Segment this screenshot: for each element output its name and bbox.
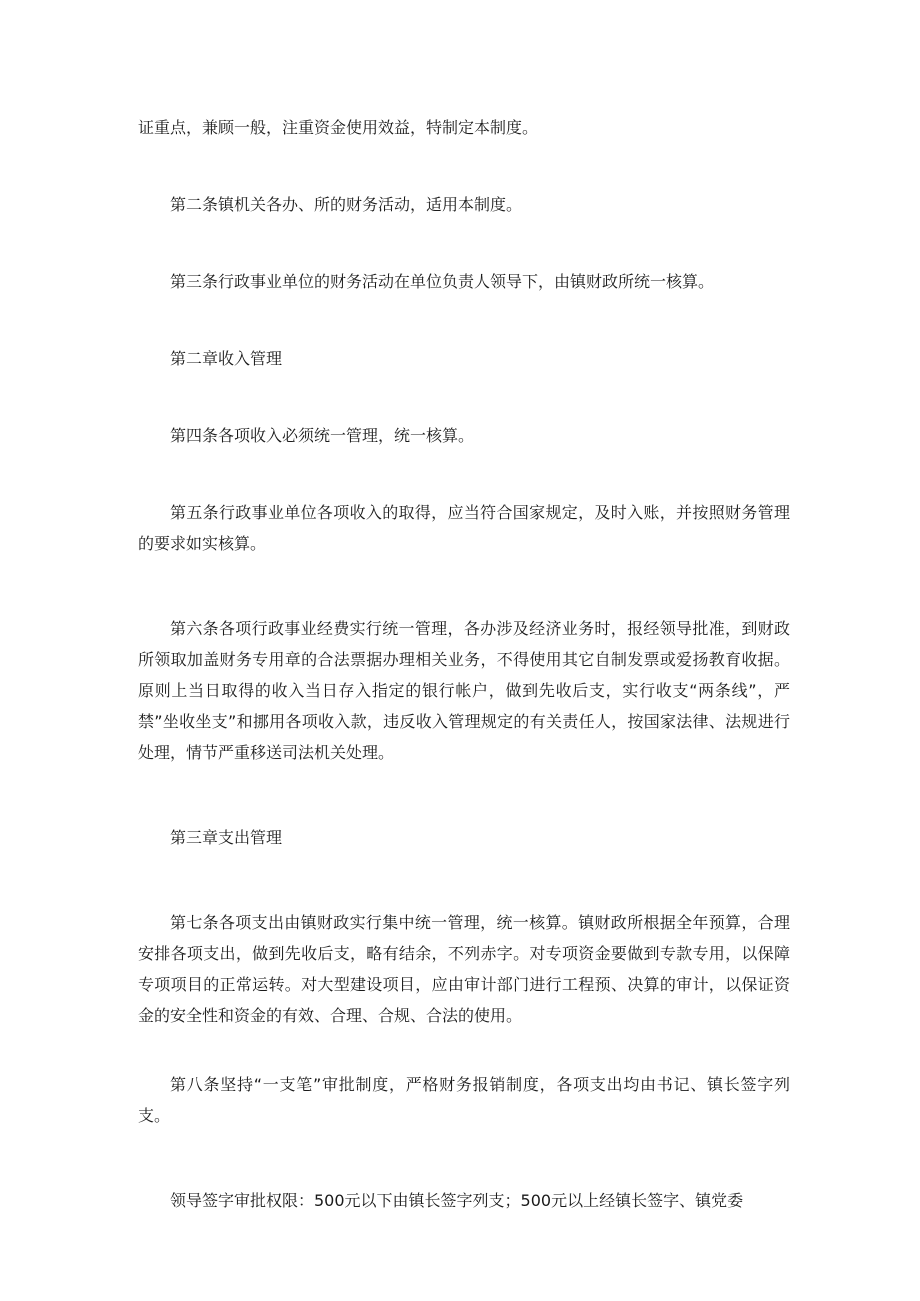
article-2: 第二条镇机关各办、所的财务活动，适用本制度。 xyxy=(170,195,523,214)
article-7: 第七条各项支出由镇财政实行集中统一管理，统一核算。镇财政所根据全年预算，合理安排各项支出，做到先收后支，略有结余，不列赤字。对专项资金要做到专款专用，以保障专项项目的正常运转。对大型建设项目，应由审计部门进行工程预、决算的审计，以保证资金的安全性和资金的有效、合理、合规、合法的使用。 xyxy=(138,913,790,1025)
article-6: 第六条各项行政事业经费实行统一管理，各办涉及经济业务时，报经领导批准，到财政所领取加盖财务专用章的合法票据办理相关业务，不得使用其它自制发票或爱扬教育收据。原则上当日取得的收入当日存入指定的银行帐户，做到先收后支，实行收支“两条线”，严禁”坐收坐支”和挪用各项收入款，违反收入管理规定的有关责任人，按国家法律、法规进行处理，情节严重移送司法机关处理。 xyxy=(138,619,790,762)
article-4: 第四条各项收入必须统一管理，统一核算。 xyxy=(170,426,475,445)
chapter-3-heading: 第三章支出管理 xyxy=(170,828,283,847)
document-body xyxy=(138,112,790,1216)
article-3: 第三条行政事业单位的财务活动在单位负责人领导下，由镇财政所统一核算。 xyxy=(170,272,715,291)
article-5: 第五条行政事业单位各项收入的取得，应当符合国家规定，及时入账，并按照财务管理的要求如实核算。 xyxy=(138,503,790,553)
chapter-2-heading: 第二章收入管理 xyxy=(170,349,283,368)
approval-authority-paragraph: 领导签字审批权限：500元以下由镇长签字列支；500元以上经镇长签字、镇党委 xyxy=(170,1191,744,1210)
paragraph-continuation: 证重点，兼顾一般，注重资金使用效益，特制定本制度。 xyxy=(138,118,539,137)
article-8: 第八条坚持“一支笔”审批制度，严格财务报销制度，各项支出均由书记、镇长签字列支。 xyxy=(138,1075,790,1125)
